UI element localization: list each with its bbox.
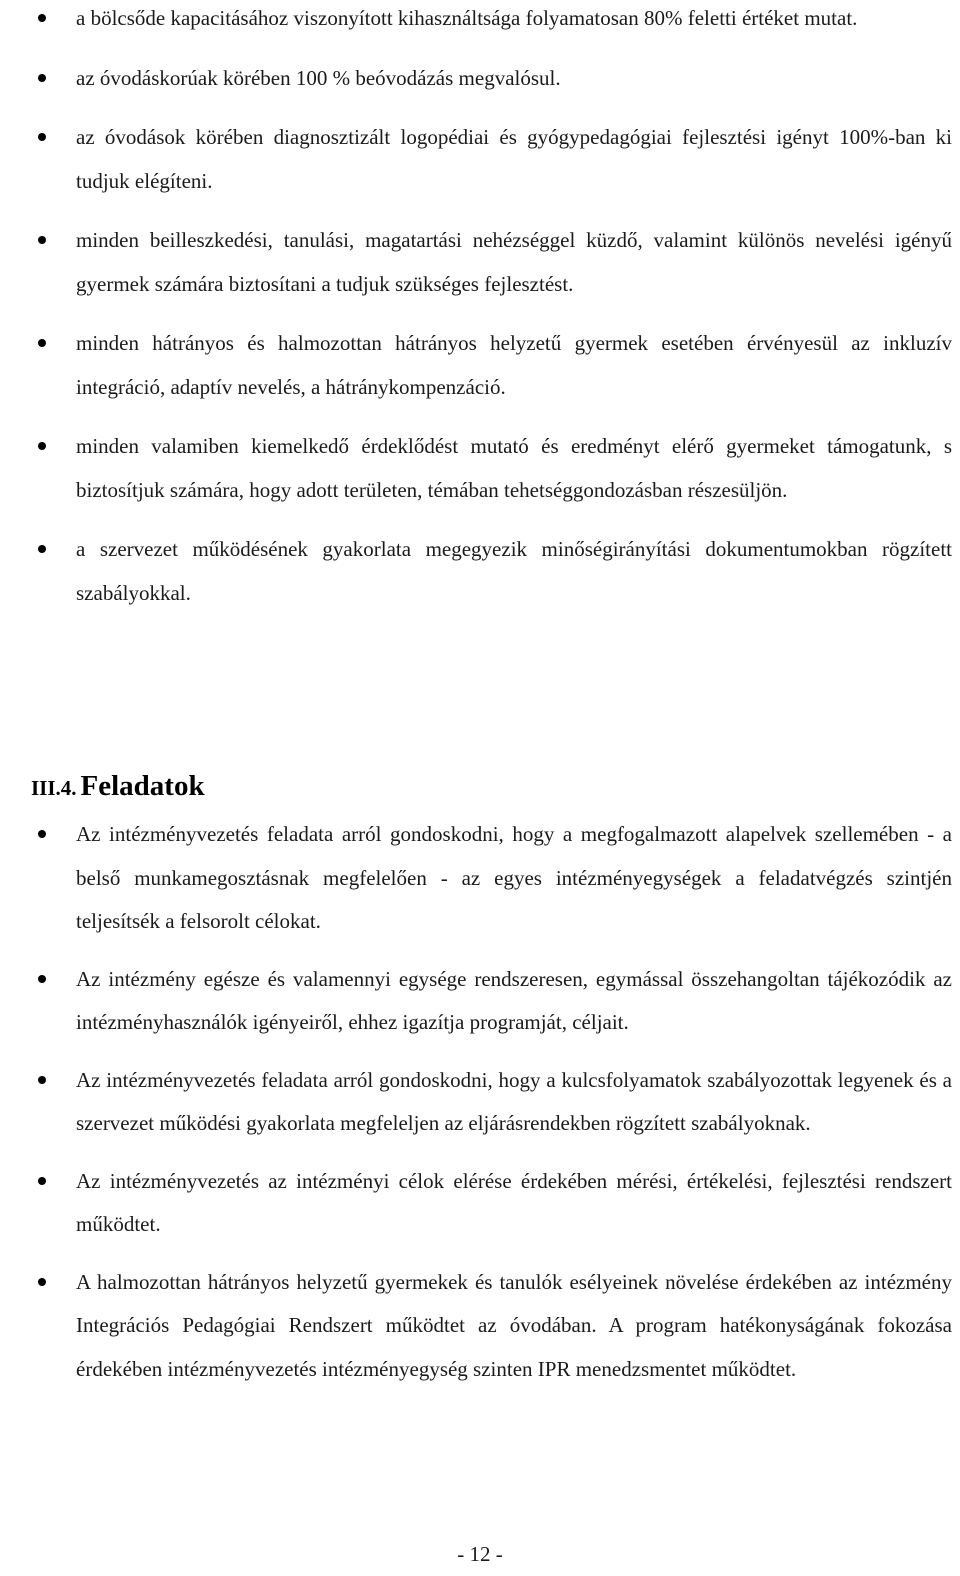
bullet-icon: [38, 1177, 46, 1185]
goal-text: a szervezet működésének gyakorlata megegyezik minőségirányítási dokumentumokban rögzített szabályokkal.: [76, 537, 952, 605]
bullet-icon: [38, 133, 46, 141]
goal-text: minden hátrányos és halmozottan hátrányos helyzetű gyermek esetében érvényesül az inkluzív integráció, adaptív nevelés, a hátránykompenzáció.: [76, 331, 952, 399]
section-heading: [31, 770, 205, 803]
list-item: [0, 1261, 960, 1392]
goal-text: minden beilleszkedési, tanulási, magatartási nehézséggel küzdő, valamint különös nevelési igényű gyermek számára biztosítani a tudjuk szükséges fejlesztést.: [76, 228, 952, 296]
list-item: [0, 219, 960, 306]
bullet-icon: [38, 74, 46, 82]
task-text: Az intézmény egésze és valamennyi egysége rendszeresen, egymással összehangoltan tájékozódik az intézményhasználók igényeiről, ehhez igazítja programját, céljait.: [76, 966, 952, 1034]
list-item: [0, 1059, 960, 1146]
list-item: [0, 813, 960, 944]
bullet-icon: [38, 830, 46, 838]
bullet-icon: [38, 14, 46, 22]
list-item: [0, 116, 960, 203]
goal-text: a bölcsőde kapacitásához viszonyított kihasználtsága folyamatosan 80% feletti értéket mutat.: [76, 6, 858, 30]
bullet-icon: [38, 236, 46, 244]
task-text: Az intézményvezetés az intézményi célok elérése érdekében mérési, értékelési, fejlesztési rendszert működtet.: [76, 1168, 952, 1236]
task-text: Az intézményvezetés feladata arról gondoskodni, hogy a megfogalmazott alapelvek szellemében - a belső munkamegosztásnak megfelelően - az egyes intézményegységek a feladatvégzés szintjén teljesítsék a felsorolt célokat.: [76, 822, 952, 933]
list-item: [0, 528, 960, 615]
goal-text: az óvodások körében diagnosztizált logopédiai és gyógypedagógiai fejlesztési igényt 100%-ban ki tudjuk elégíteni.: [76, 125, 952, 193]
tasks-list: [0, 813, 960, 1391]
goal-text: minden valamiben kiemelkedő érdeklődést mutató és eredményt elérő gyermeket támogatunk, s biztosítjuk számára, hogy adott területen, témában tehetséggondozásban részesüljön.: [76, 434, 952, 502]
bullet-icon: [38, 1278, 46, 1286]
bullet-icon: [38, 1076, 46, 1084]
task-text: Az intézményvezetés feladata arról gondoskodni, hogy a kulcsfolyamatok szabályozottak legyenek és a szervezet működési gyakorlata megfeleljen az eljárásrendekben rögzített szabályoknak.: [76, 1067, 952, 1135]
goals-list: [0, 0, 960, 615]
list-item: [0, 425, 960, 512]
bullet-icon: [38, 339, 46, 347]
bullet-icon: [38, 545, 46, 553]
bullet-icon: [38, 442, 46, 450]
list-item: [0, 322, 960, 409]
section-title: Feladatok: [80, 770, 205, 802]
list-item: [0, 0, 960, 41]
list-item: [0, 958, 960, 1045]
bullet-icon: [38, 975, 46, 983]
section-number: III.4.: [31, 776, 77, 800]
list-item: [0, 1160, 960, 1247]
page-number: - 12 -: [457, 1542, 503, 1566]
list-item: [0, 57, 960, 101]
goal-text: az óvodáskorúak körében 100 % beóvodázás megvalósul.: [76, 65, 561, 90]
task-text: A halmozottan hátrányos helyzetű gyermekek és tanulók esélyeinek növelése érdekében az intézmény Integrációs Pedagógiai Rendszert működtet az óvodában. A program hatékonyságának fokozása érdekében intézményvezetés intézményegység szinten IPR menedzsmentet működtet.: [76, 1269, 952, 1381]
